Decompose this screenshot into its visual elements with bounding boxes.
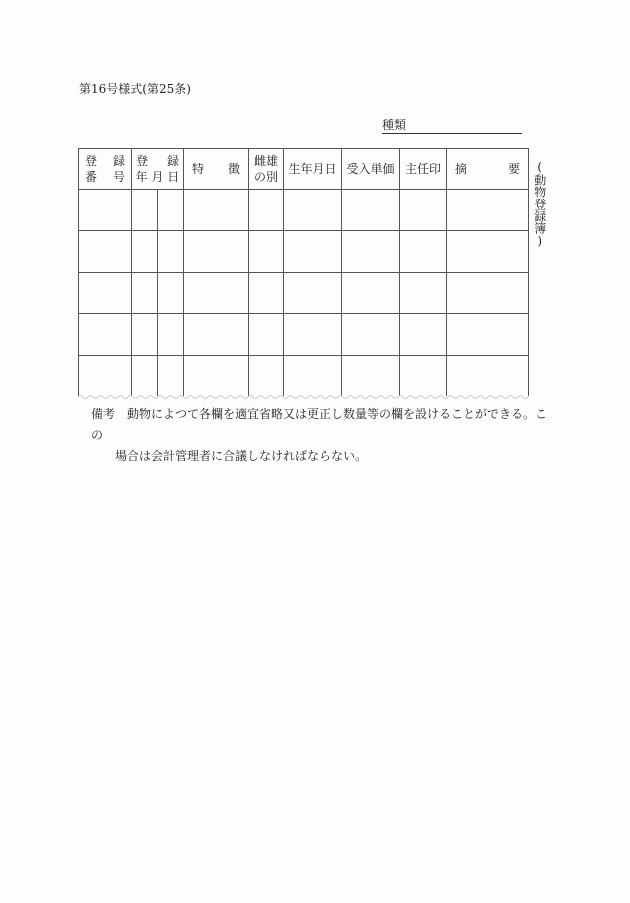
table-row[interactable]	[79, 356, 528, 396]
header-text: 年 月 日	[135, 169, 180, 184]
table-right-border	[528, 148, 529, 396]
header-text: 摘	[455, 161, 468, 176]
side-label-animal-register	[532, 160, 546, 252]
header-text: 録	[112, 153, 125, 168]
header-text: 主任印	[404, 161, 441, 176]
header-text: 登	[85, 153, 98, 168]
header-birth-date	[284, 148, 341, 189]
table-row[interactable]	[79, 190, 528, 230]
header-chief-seal	[400, 148, 446, 189]
remarks-label: 備考	[91, 407, 116, 421]
header-text: 受入単価	[346, 161, 395, 176]
form-title: 第16号様式(第25条)	[79, 82, 191, 96]
header-registration-date	[132, 148, 183, 189]
table-break-wave	[78, 393, 529, 401]
header-registration-number	[79, 148, 131, 189]
header-text: 特	[192, 161, 205, 176]
header-unit-price	[342, 148, 399, 189]
header-text: 徴	[227, 161, 240, 176]
header-features	[184, 148, 248, 189]
header-text: 録	[166, 153, 179, 168]
remarks-line2: 場合は会計管理者に合議しなければならない。	[115, 449, 368, 463]
table-row[interactable]	[79, 231, 528, 272]
header-text: 生年月日	[288, 161, 337, 176]
table-row[interactable]	[79, 273, 528, 313]
side-label-text: (動物登録簿)	[532, 160, 547, 248]
header-text: 雌雄	[253, 153, 278, 168]
header-text: 要	[507, 161, 520, 176]
table-row[interactable]	[79, 314, 528, 355]
remarks-line1: 動物によつて各欄を適宜省略又は更正し数量等の欄を設けることができる。この	[91, 407, 548, 442]
header-text: 号	[112, 169, 125, 184]
header-text: 登	[136, 153, 149, 168]
remarks	[91, 404, 551, 467]
header-sex	[249, 148, 283, 189]
header-text: 番	[85, 169, 98, 184]
species-label: 種類	[382, 118, 407, 132]
header-text: の別	[253, 169, 278, 184]
species-field[interactable]	[382, 118, 522, 134]
header-summary	[447, 148, 528, 189]
